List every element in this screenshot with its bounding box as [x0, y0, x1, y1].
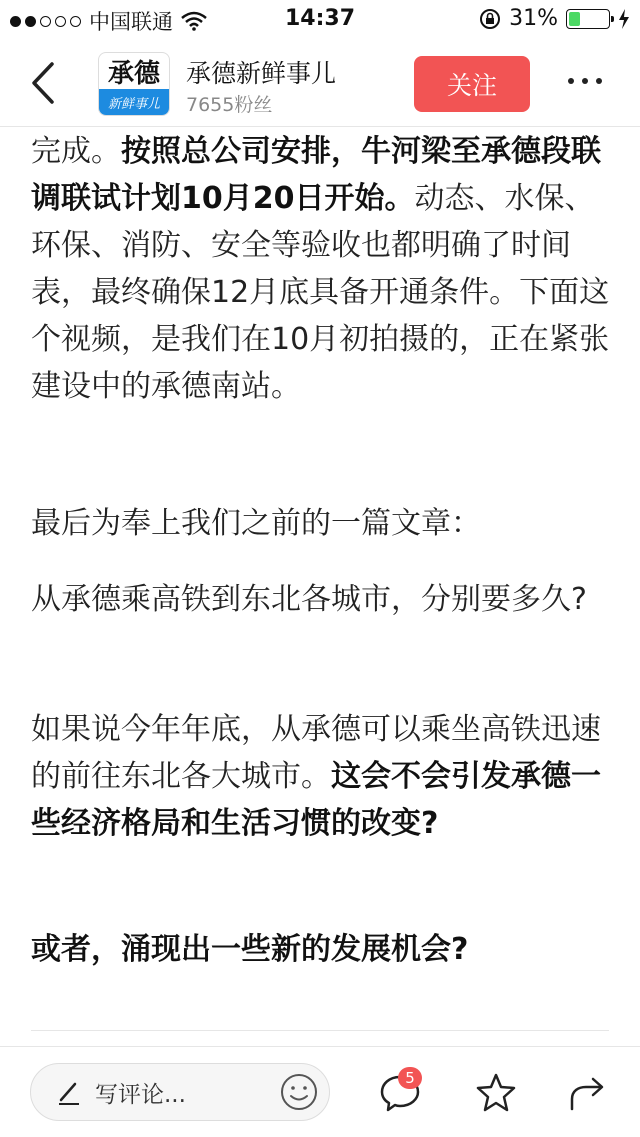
account-avatar[interactable]: [98, 52, 170, 116]
text-span: 完成。: [31, 134, 121, 169]
logo-main-text: 承德: [107, 58, 160, 89]
status-bar: [0, 0, 640, 40]
smile-icon[interactable]: [279, 1072, 319, 1112]
charging-icon: [618, 9, 630, 29]
paragraph-3: 从承德乘高铁到东北各城市，分别要多久?: [31, 582, 587, 617]
comment-count-badge: 5: [398, 1067, 422, 1089]
paragraph-1: [31, 128, 613, 410]
comment-placeholder: 写评论...: [95, 1082, 186, 1108]
comment-input[interactable]: [30, 1063, 330, 1121]
status-time: 14:37: [284, 6, 356, 31]
fans-count: 7655粉丝: [186, 94, 273, 116]
carrier-name: 中国联通: [89, 10, 173, 34]
back-icon[interactable]: [24, 58, 64, 108]
lock-rotation-icon: [479, 8, 501, 30]
bold-text: 或者，涌现出一些新的发展机会?: [31, 932, 469, 967]
share-icon[interactable]: [566, 1071, 610, 1115]
follow-button[interactable]: 关注: [414, 56, 530, 112]
bottom-toolbar: [0, 1046, 640, 1137]
logo-sub-text: 新鲜事儿: [99, 89, 169, 115]
more-icon[interactable]: [568, 78, 602, 84]
status-right: [479, 6, 630, 31]
text-span: 动态、水保、环保、消防、安全等验收也都明确了时间表，最终确保12月底具备开通条件。下面这个视频，是我们在10月初拍摄的，正在紧张建设中的承德南站。: [31, 181, 610, 404]
bold-text: 这会不会引发承德一些经济格局和生活习惯的改变?: [31, 759, 601, 841]
text-span: 如果说今年年底，从承德可以乘坐高铁迅速的前往东北各大城市。: [31, 712, 601, 794]
divider: [31, 1030, 609, 1031]
bold-text: 按照总公司安排，牛河梁至承德段联调联试计划10月20日开始。: [31, 134, 601, 216]
account-name[interactable]: 承德新鲜事儿: [186, 59, 337, 88]
star-icon[interactable]: [474, 1071, 518, 1115]
paragraph-4: [31, 706, 613, 847]
battery-percent: 31%: [509, 6, 558, 31]
pen-icon: [55, 1078, 83, 1106]
paragraph-2: 最后为奉上我们之前的一篇文章：: [31, 506, 481, 541]
battery-fill: [569, 12, 580, 26]
article-header: [0, 40, 640, 127]
battery-icon: [566, 9, 610, 29]
paragraph-5: [31, 926, 613, 973]
